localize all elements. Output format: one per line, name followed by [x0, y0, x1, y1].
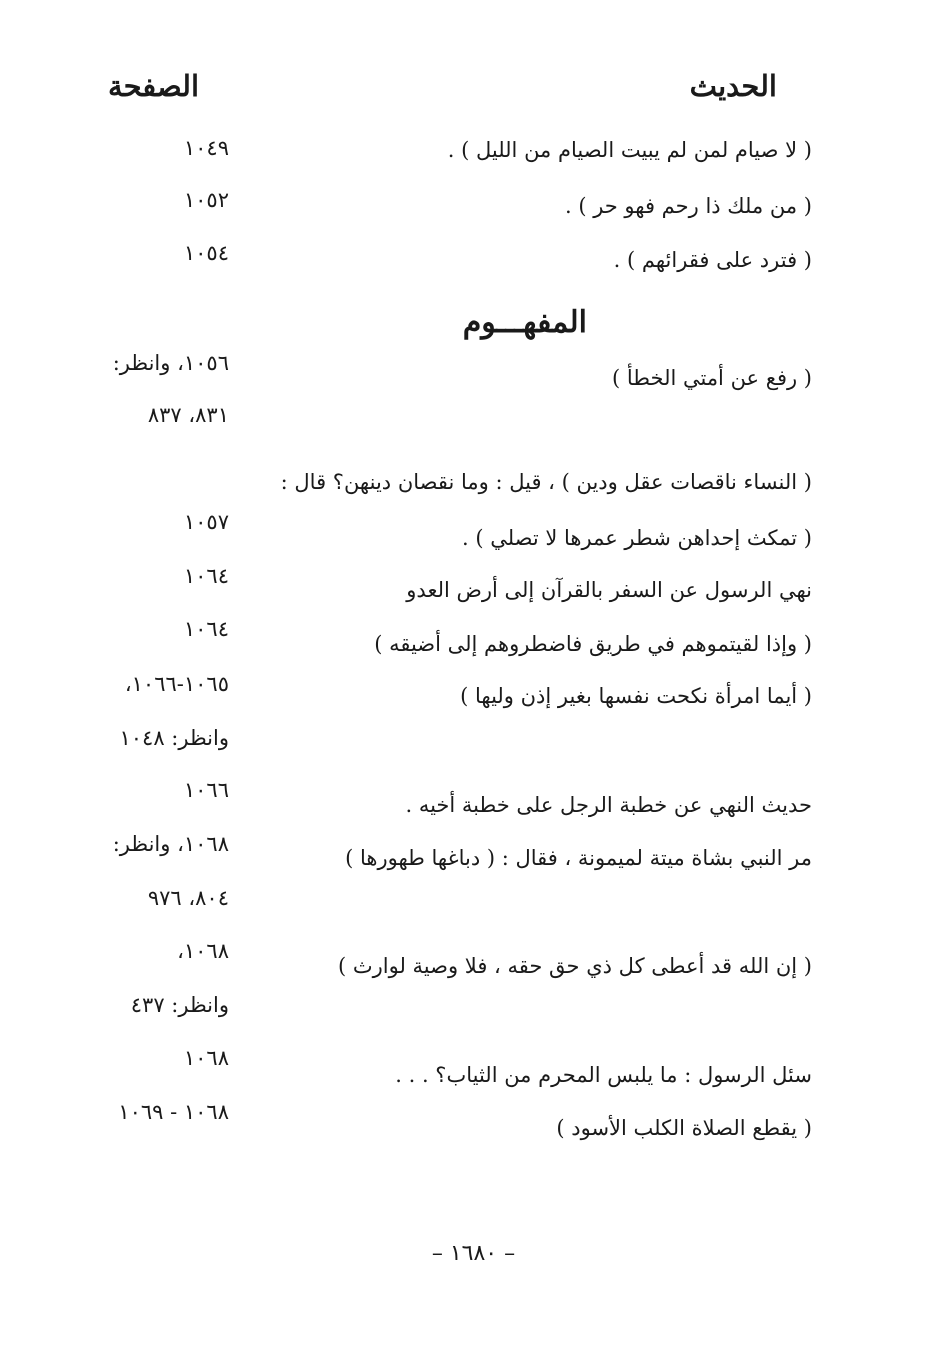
hadith-text: نهي الرسول عن السفر بالقرآن إلى أرض العدو: [406, 578, 812, 602]
hadith-text: سئل الرسول : ما يلبس المحرم من الثياب؟ . . .: [395, 1063, 812, 1087]
hadith-text: ( من ملك ذا رحم فهو حر ) .: [564, 194, 812, 218]
hadith-text: ( وإذا لقيتموهم في طريق فاضطروهم إلى أضيقه ): [374, 632, 812, 656]
page-number: ١٠٦٥-١٠٦٦،: [124, 672, 229, 696]
page-number: وانظر: ٤٣٧: [130, 993, 229, 1017]
page-number: ١٠٦٤: [183, 564, 229, 588]
hadith-text: ( يقطع الصلاة الكلب الأسود ): [556, 1116, 812, 1140]
page-number: ١٠٥٦، وانظر:: [112, 351, 229, 375]
page-number: ١٠٥٢: [183, 188, 229, 212]
page-number: ١٠٦٦: [183, 778, 229, 802]
page-number: ١٠٦٨،: [177, 939, 229, 963]
column-header-hadith: الحديث: [689, 69, 777, 103]
page-number: ١٠٥٤: [183, 241, 229, 265]
hadith-text: ( فترد على فقرائهم ) .: [613, 248, 812, 272]
hadith-text: ( النساء ناقصات عقل ودين ) ، قيل : وما نقصان دينهن؟ قال :: [280, 470, 812, 494]
page-number: ١٠٦٨: [183, 1046, 229, 1070]
hadith-text: ( لا صيام لمن لم يبيت الصيام من الليل ) .: [447, 138, 812, 162]
page-folio: – ١٦٨٠ –: [431, 1241, 516, 1266]
page-number: ١٠٦٤: [183, 617, 229, 641]
hadith-text: ( رفع عن أمتي الخطأ ): [612, 366, 812, 390]
page-number: ١٠٤٩: [183, 136, 229, 160]
hadith-text: مر النبي بشاة ميتة لميمونة ، فقال : ( دباغها طهورها ): [345, 846, 812, 870]
page-number: ٨٣١، ٨٣٧: [147, 403, 229, 427]
hadith-text: حديث النهي عن خطبة الرجل على خطبة أخيه .: [405, 793, 812, 817]
page-number: ٨٠٤، ٩٧٦: [147, 886, 229, 910]
hadith-text: ( إن الله قد أعطى كل ذي حق حقه ، فلا وصية لوارث ): [338, 954, 812, 978]
column-header-page: الصفحة: [108, 69, 199, 103]
section-title: المفهـــوم: [462, 305, 587, 340]
page-number: ١٠٥٧: [183, 510, 229, 534]
page-number: ١٠٦٨، وانظر:: [112, 832, 229, 856]
hadith-text: ( أيما امرأة نكحت نفسها بغير إذن وليها ): [460, 684, 812, 708]
hadith-text: ( تمكث إحداهن شطر عمرها لا تصلي ) .: [461, 526, 812, 550]
page-number: ١٠٦٨ - ١٠٦٩: [118, 1100, 229, 1124]
page-number: وانظر: ١٠٤٨: [119, 726, 229, 750]
